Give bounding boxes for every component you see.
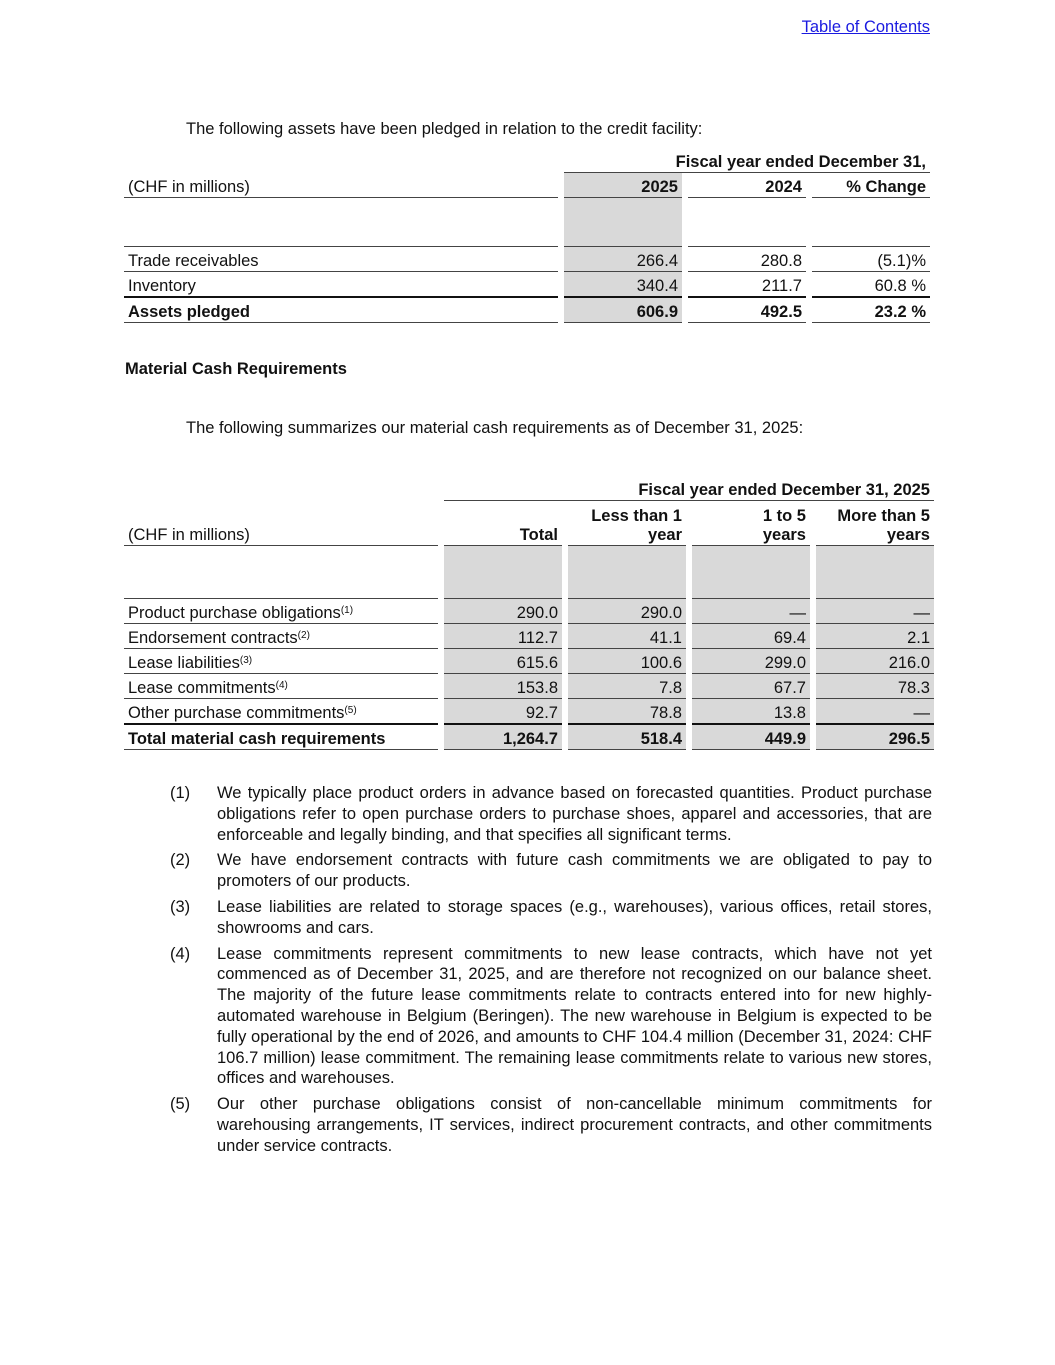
cell-value: 153.8 (444, 673, 562, 698)
cell-value: 92.7 (444, 698, 562, 723)
cell-value: 112.7 (444, 623, 562, 648)
row-label: Trade receivables (124, 246, 558, 271)
cell-value: 299.0 (692, 648, 810, 673)
period-header: Fiscal year ended December 31, (564, 148, 930, 173)
unit-label: (CHF in millions) (124, 173, 558, 198)
footnote-text: Lease liabilities are related to storage spaces (e.g., warehouses), various offices, retail stores, showrooms and cars. (217, 897, 932, 937)
column-header: Less than 1 year (568, 501, 686, 546)
table-row (124, 698, 934, 723)
footnote-ref: (3) (239, 655, 253, 666)
cell-value: 78.3 (816, 673, 934, 698)
cell-value: 290.0 (568, 598, 686, 623)
cell-value: 1,264.7 (444, 723, 562, 750)
footnote-number: (1) (170, 784, 191, 802)
table-row (124, 271, 930, 296)
cell-value: (5.1)% (812, 246, 930, 271)
cell-value: 60.8 % (812, 271, 930, 296)
table-row (124, 673, 934, 698)
table-row (124, 598, 934, 623)
pledged-assets-intro: The following assets have been pledged in relation to the credit facility: (186, 120, 703, 138)
column-header: 2024 (688, 173, 806, 198)
table-row (124, 246, 930, 271)
column-header: More than 5 years (816, 501, 934, 546)
cell-value: — (692, 598, 810, 623)
row-label: Assets pledged (124, 296, 558, 323)
cell-value: 7.8 (568, 673, 686, 698)
cell-value: 2.1 (816, 623, 934, 648)
footnote (170, 1094, 932, 1156)
total-row (124, 723, 934, 750)
cell-value: 518.4 (568, 723, 686, 750)
period-header: Fiscal year ended December 31, 2025 (444, 476, 934, 501)
cell-value: 296.5 (816, 723, 934, 750)
cell-value: 449.9 (692, 723, 810, 750)
footnote-ref: (1) (340, 605, 354, 616)
column-header: % Change (812, 173, 930, 198)
cell-value: 266.4 (564, 246, 682, 271)
footnote-text: We have endorsement contracts with future cash commitments we are obligated to pay to promoters of our products. (217, 851, 932, 891)
row-label: Endorsement contracts$^{(2)}$ (124, 623, 438, 648)
column-header: Total (444, 501, 562, 546)
cell-value: 100.6 (568, 648, 686, 673)
footnotes (170, 783, 932, 1162)
cash-requirements-table (124, 476, 934, 750)
footnote-text: Lease commitments represent commitments to new lease contracts, which have not yet commenced as of December 31, 2025, and are therefore not recognized on our balance sheet. The majority of the future lease commitments relate to contracts entered into for new highly-automated warehouse in Belgium (Beringen). The new warehouse in Belgium is expected to be fully operational by the end of 2026, and amounts to CHF 104.4 million (December 31, 2024: CHF 106.7 million) lease commitment. The remaining lease commitments relate to various new stores, offices and warehouses. (217, 944, 932, 1088)
section-title: Material Cash Requirements (125, 360, 347, 378)
table-of-contents-link[interactable]: Table of Contents (801, 18, 930, 36)
row-label: Product purchase obligations$^{(1)}$ (124, 598, 438, 623)
footnote-number: (2) (170, 851, 191, 870)
cell-value: 340.4 (564, 271, 682, 296)
column-header: 2025 (564, 173, 682, 198)
footnote (170, 897, 932, 939)
row-label: Total material cash requirements (124, 723, 438, 750)
cell-value: 13.8 (692, 698, 810, 723)
cell-value: 41.1 (568, 623, 686, 648)
cell-value: 211.7 (688, 271, 806, 296)
cell-value: — (816, 598, 934, 623)
cell-value: 290.0 (444, 598, 562, 623)
footnote-ref: (4) (275, 680, 288, 691)
footnote-ref: (2) (297, 630, 310, 641)
footnote-ref: (5) (344, 705, 357, 716)
footnote (170, 944, 932, 1090)
table-row (124, 648, 934, 673)
cell-value: 69.4 (692, 623, 810, 648)
table-row (124, 623, 934, 648)
footnote-number: (5) (170, 1095, 191, 1114)
cell-value: 615.6 (444, 648, 562, 673)
footnote (170, 783, 932, 845)
footnote-text: Our other purchase obligations consist of non-cancellable minimum commitments for warehousing arrangements, IT services, indirect procurement contracts, and other commitments under service contracts. (217, 1095, 932, 1155)
row-label: Other purchase commitments$^{(5)}$ (124, 698, 438, 723)
cash-requirements-intro: The following summarizes our material cash requirements as of December 31, 2025: (186, 419, 804, 437)
cell-value: 606.9 (564, 296, 682, 323)
cell-value: 23.2 % (812, 296, 930, 323)
cell-value: 216.0 (816, 648, 934, 673)
row-label: Inventory (124, 271, 558, 296)
assets-pledged-table (124, 148, 930, 323)
unit-label: (CHF in millions) (124, 501, 438, 546)
footnote-number: (4) (170, 944, 191, 963)
footnote-number: (3) (170, 897, 191, 916)
footnote (170, 850, 932, 892)
total-row (124, 296, 930, 323)
cell-value: 492.5 (688, 296, 806, 323)
row-label: Lease commitments$^{(4)}$ (124, 673, 438, 698)
row-label: Lease liabilities$^{(3)}$ (124, 648, 438, 673)
footnote-text: We typically place product orders in advance based on forecasted quantities. Product purchase obligations refer to open purchase orders to purchase shoes, apparel and accessories, that are enforceable and legally binding, and that specifies all significant terms. (217, 784, 932, 844)
cell-value: — (816, 698, 934, 723)
cell-value: 280.8 (688, 246, 806, 271)
cell-value: 67.7 (692, 673, 810, 698)
column-header: 1 to 5 years (692, 501, 810, 546)
cell-value: 78.8 (568, 698, 686, 723)
